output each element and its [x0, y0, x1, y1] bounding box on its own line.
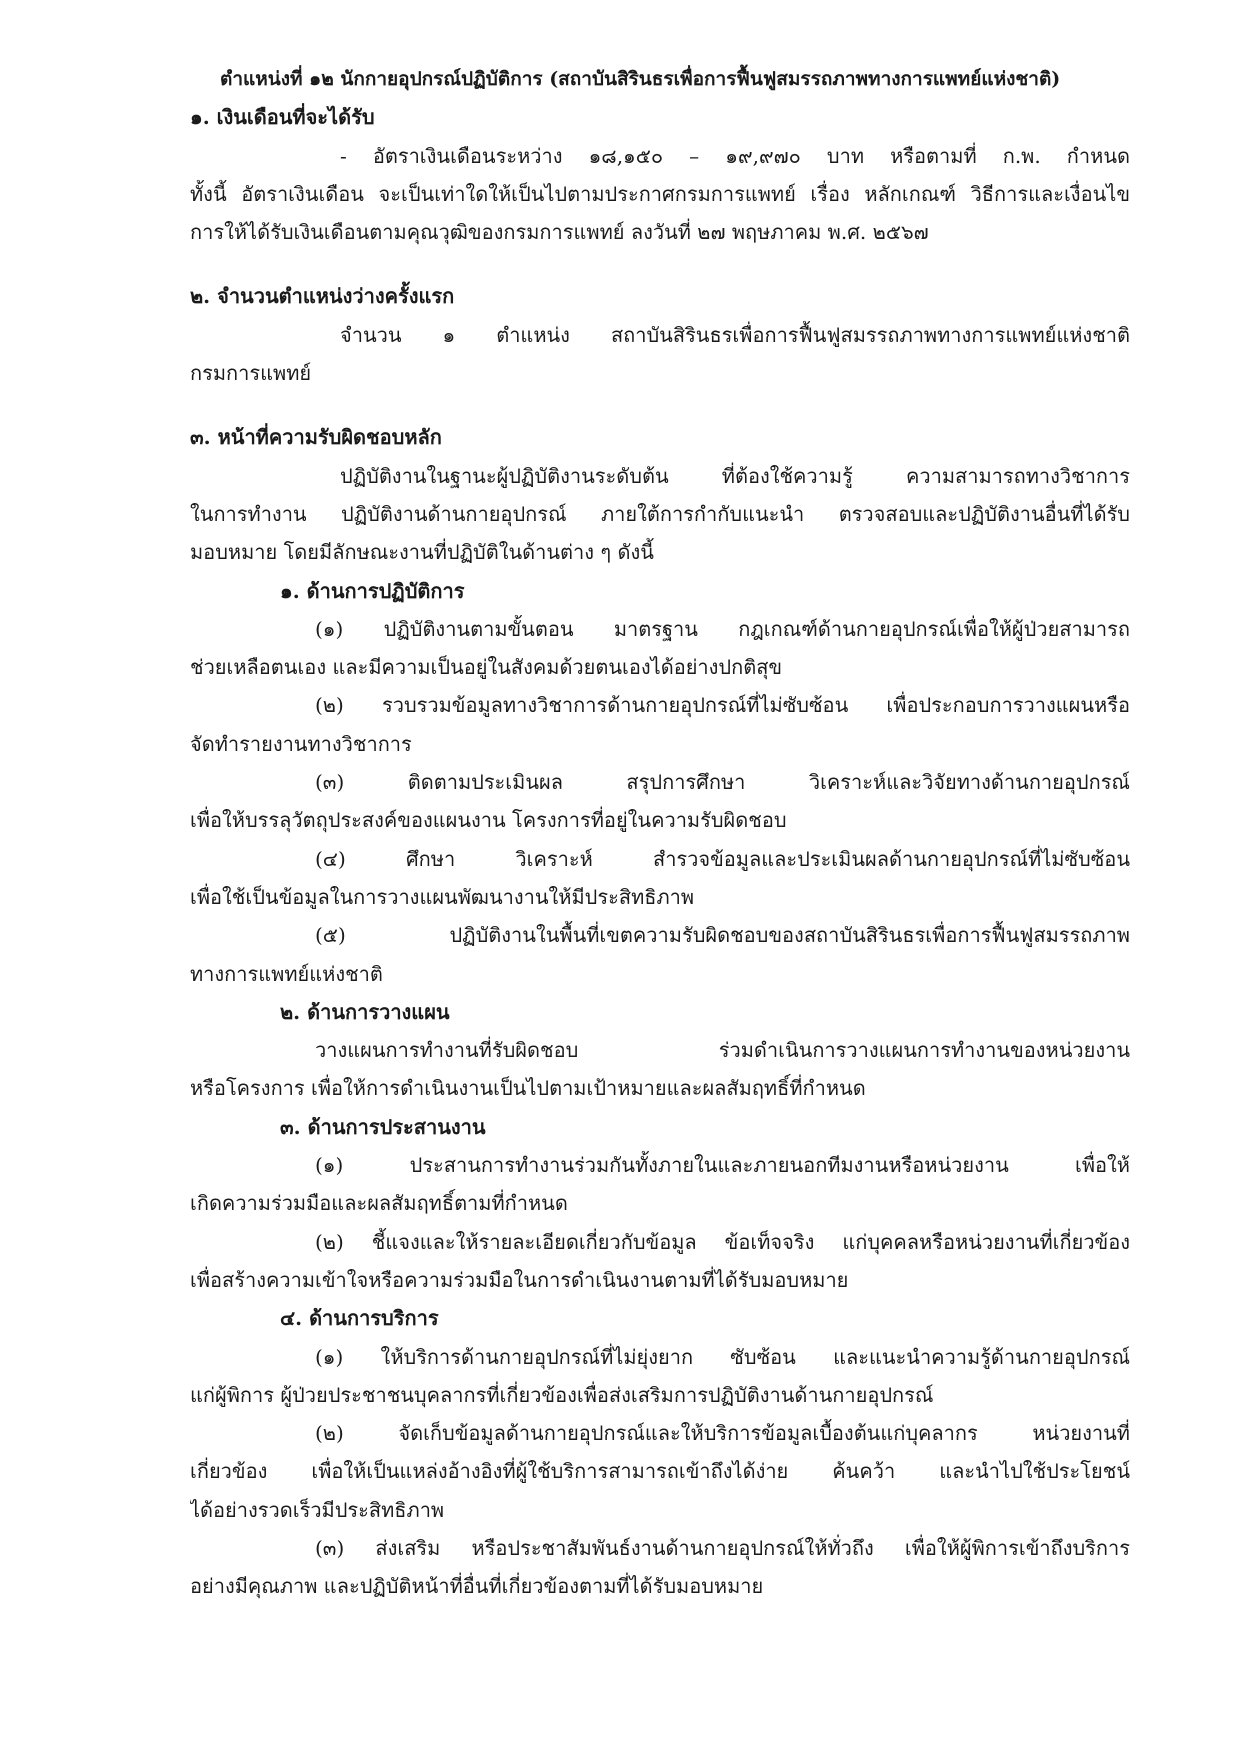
operations-item-2-line-2: จัดทำรายงานทางวิชาการ [190, 731, 412, 756]
salary-range-line: - อัตราเงินเดือนระหว่าง ๑๘,๑๕๐ – ๑๙,๙๗๐ บาท หรือตามที่ ก.พ. กำหนด [340, 143, 1130, 168]
subsection-service-heading: ๔. ด้านการบริการ [280, 1306, 439, 1331]
section-1-heading: ๑. เงินเดือนที่จะได้รับ [190, 105, 375, 130]
operations-item-5-line-2: ทางการแพทย์แห่งชาติ [190, 961, 383, 986]
subsection-coordination-heading: ๓. ด้านการประสานงาน [280, 1114, 486, 1139]
service-item-2-line-2: เกี่ยวข้อง เพื่อให้เป็นแหล่งอ้างอิงที่ผู้ใช้บริการสามารถเข้าถึงได้ง่าย ค้นคว้า และนำไปใช้ประโยชน์ [190, 1459, 1130, 1484]
coordination-item-1-line-1: (๑) ประสานการทำงานร่วมกันทั้งภายในและภายนอกทีมงานหรือหน่วยงาน เพื่อให้ [315, 1153, 1130, 1178]
operations-item-5-line-1: (๕) ปฏิบัติงานในพื้นที่เขตความรับผิดชอบของสถาบันสิรินธรเพื่อการฟื้นฟูสมรรถภาพ [315, 923, 1130, 948]
section-2-heading: ๒. จำนวนตำแหน่งว่างครั้งแรก [190, 284, 455, 309]
operations-item-4-line-1: (๔) ศึกษา วิเคราะห์ สำรวจข้อมูลและประเมินผลด้านกายอุปกรณ์ที่ไม่ซับซ้อน [315, 846, 1130, 871]
service-item-1-line-2: แก่ผู้พิการ ผู้ป่วยประชาชนบุคลากรที่เกี่ยวข้องเพื่อส่งเสริมการปฏิบัติงานด้านกายอุปกรณ์ [190, 1382, 934, 1407]
operations-item-3-line-1: (๓) ติดตามประเมินผล สรุปการศึกษา วิเคราะห์และวิจัยทางด้านกายอุปกรณ์ [315, 770, 1130, 795]
spacer [190, 392, 1130, 418]
subsection-planning-heading: ๒. ด้านการวางแผน [280, 999, 450, 1024]
coordination-item-2-line-2: เพื่อสร้างความเข้าใจหรือความร่วมมือในการดำเนินงานตามที่ได้รับมอบหมาย [190, 1267, 849, 1292]
duties-intro-line-1: ปฏิบัติงานในฐานะผู้ปฏิบัติงานระดับต้น ที่ต้องใช้ความรู้ ความสามารถทางวิชาการ [340, 463, 1130, 488]
salary-note-line-2: การให้ได้รับเงินเดือนตามคุณวุฒิของกรมการแพทย์ ลงวันที่ ๒๗ พฤษภาคม พ.ศ. ๒๕๖๗ [190, 220, 929, 245]
subsection-operations-heading: ๑. ด้านการปฏิบัติการ [280, 578, 465, 603]
planning-line-1: วางแผนการทำงานที่รับผิดชอบ ร่วมดำเนินการวางแผนการทำงานของหน่วยงาน [315, 1038, 1130, 1063]
service-item-2-line-3: ได้อย่างรวดเร็วมีประสิทธิภาพ [190, 1497, 445, 1522]
service-item-1-line-1: (๑) ให้บริการด้านกายอุปกรณ์ที่ไม่ยุ่งยาก ซับซ้อน และแนะนำความรู้ด้านกายอุปกรณ์ [315, 1344, 1130, 1369]
section-3-heading: ๓. หน้าที่ความรับผิดชอบหลัก [190, 425, 442, 450]
operations-item-4-line-2: เพื่อใช้เป็นข้อมูลในการวางแผนพัฒนางานให้มีประสิทธิภาพ [190, 884, 695, 909]
vacancy-line-2: กรมการแพทย์ [190, 361, 312, 386]
salary-note-line-1: ทั้งนี้ อัตราเงินเดือน จะเป็นเท่าใดให้เป็นไปตามประกาศกรมการแพทย์ เรื่อง หลักเกณฑ์ วิธีการและเงื่อนไข [190, 181, 1130, 206]
duties-intro-line-2: ในการทำงาน ปฏิบัติงานด้านกายอุปกรณ์ ภายใต้การกำกับแนะนำ ตรวจสอบและปฏิบัติงานอื่นที่ได้รับ [190, 501, 1130, 526]
document-title: ตำแหน่งที่ ๑๒ นักกายอุปกรณ์ปฏิบัติการ (สถาบันสิรินธรเพื่อการฟื้นฟูสมรรถภาพทางการแพทย์แห่งชาติ) [220, 68, 1061, 90]
operations-item-2-line-1: (๒) รวบรวมข้อมูลทางวิชาการด้านกายอุปกรณ์ที่ไม่ซับซ้อน เพื่อประกอบการวางแผนหรือ [315, 693, 1130, 718]
duties-intro-line-3: มอบหมาย โดยมีลักษณะงานที่ปฏิบัติในด้านต่าง ๆ ดังนี้ [190, 540, 654, 565]
vacancy-line-1: จำนวน ๑ ตำแหน่ง สถาบันสิรินธรเพื่อการฟื้นฟูสมรรถภาพทางการแพทย์แห่งชาติ [340, 322, 1130, 347]
coordination-item-2-line-1: (๒) ชี้แจงและให้รายละเอียดเกี่ยวกับข้อมูล ข้อเท็จจริง แก่บุคคลหรือหน่วยงานที่เกี่ยวข้อง [315, 1229, 1130, 1254]
service-item-2-line-1: (๒) จัดเก็บข้อมูลด้านกายอุปกรณ์และให้บริการข้อมูลเบื้องต้นแก่บุคลากร หน่วยงานที่ [315, 1421, 1130, 1446]
service-item-3-line-2: อย่างมีคุณภาพ และปฏิบัติหน้าที่อื่นที่เกี่ยวข้องตามที่ได้รับมอบหมาย [190, 1574, 764, 1599]
operations-item-1-line-2: ช่วยเหลือตนเอง และมีความเป็นอยู่ในสังคมด้วยตนเองได้อย่างปกติสุข [190, 655, 783, 680]
coordination-item-1-line-2: เกิดความร่วมมือและผลสัมฤทธิ์ตามที่กำหนด [190, 1191, 568, 1216]
operations-item-1-line-1: (๑) ปฏิบัติงานตามขั้นตอน มาตรฐาน กฎเกณฑ์ด้านกายอุปกรณ์เพื่อให้ผู้ป่วยสามารถ [315, 616, 1130, 641]
operations-item-3-line-2: เพื่อให้บรรลุวัตถุประสงค์ของแผนงาน โครงการที่อยู่ในความรับผิดชอบ [190, 808, 787, 833]
planning-line-2: หรือโครงการ เพื่อให้การดำเนินงานเป็นไปตามเป้าหมายและผลสัมฤทธิ์ที่กำหนด [190, 1076, 866, 1101]
service-item-3-line-1: (๓) ส่งเสริม หรือประชาสัมพันธ์งานด้านกายอุปกรณ์ให้ทั่วถึง เพื่อให้ผู้พิการเข้าถึงบริการ [315, 1535, 1130, 1560]
spacer [190, 251, 1130, 277]
